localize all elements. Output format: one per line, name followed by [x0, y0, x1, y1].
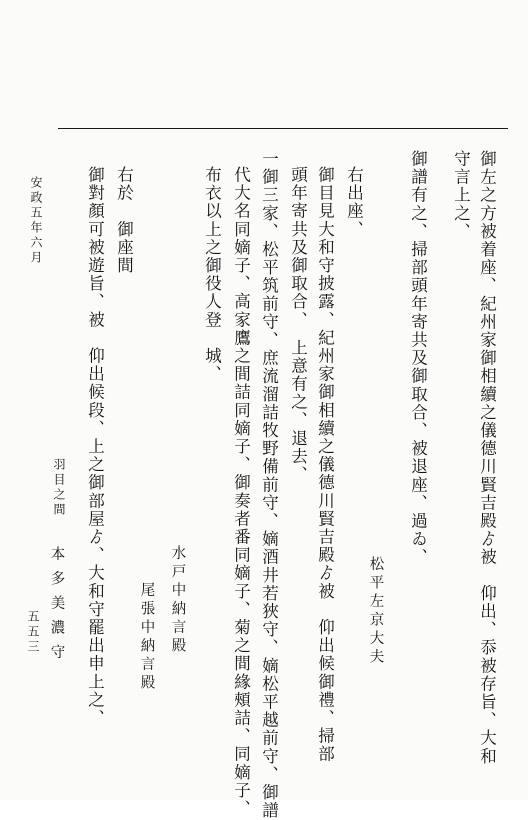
text-line-11: 御對顏可被遊旨、被 仰出候段、上之御部屋ゟ、大和守罷出申上之、	[85, 166, 105, 728]
text-line-7: 一御三家、松平筑前守、庶流溜詰牧野備前守、嫡酒井若狹守、嫡松平越前守、御譜	[259, 150, 279, 820]
text-line-6: 頭年寄共及御取合、 上意有之、退去、	[288, 166, 308, 484]
text-line-8: 代大名同嫡子、高家鷹之間詰同嫡子、御奏者番同嫡子、菊之間緣頰詰、同嫡子、	[231, 166, 251, 818]
text-line-10: 右於 御座間	[114, 166, 134, 275]
text-line-5: 御目見大和守披露、紀州家御相續之儀德川賢吉殿ゟ被 仰出候御禮、掃部	[315, 166, 335, 764]
room-name: 羽目之間	[52, 458, 66, 518]
lord-owari: 尾張中納言殿	[138, 582, 155, 693]
text-line-4: 右出座、	[344, 166, 364, 239]
text-line-9: 布衣以上之御役人登 城、	[202, 166, 222, 384]
text-line-1: 御左之方被着座、紀州家御相續之儀德川賢吉殿ゟ被 仰出、忝被存旨、大和	[477, 150, 497, 766]
attendee-honda: 本多美濃守	[48, 546, 65, 669]
attendee-name: 松平左京大夫	[367, 556, 384, 667]
text-line-3: 御譜有之、掃部頭年寄共及御取合、被退座、過ゐ、	[408, 150, 428, 567]
header-rule	[58, 128, 508, 129]
page-number: 五五三	[26, 610, 40, 655]
header-date: 安政五年六月	[29, 176, 43, 266]
text-line-2: 守言上之、	[451, 150, 471, 241]
lord-mito: 水戸中納言殿	[169, 545, 186, 656]
